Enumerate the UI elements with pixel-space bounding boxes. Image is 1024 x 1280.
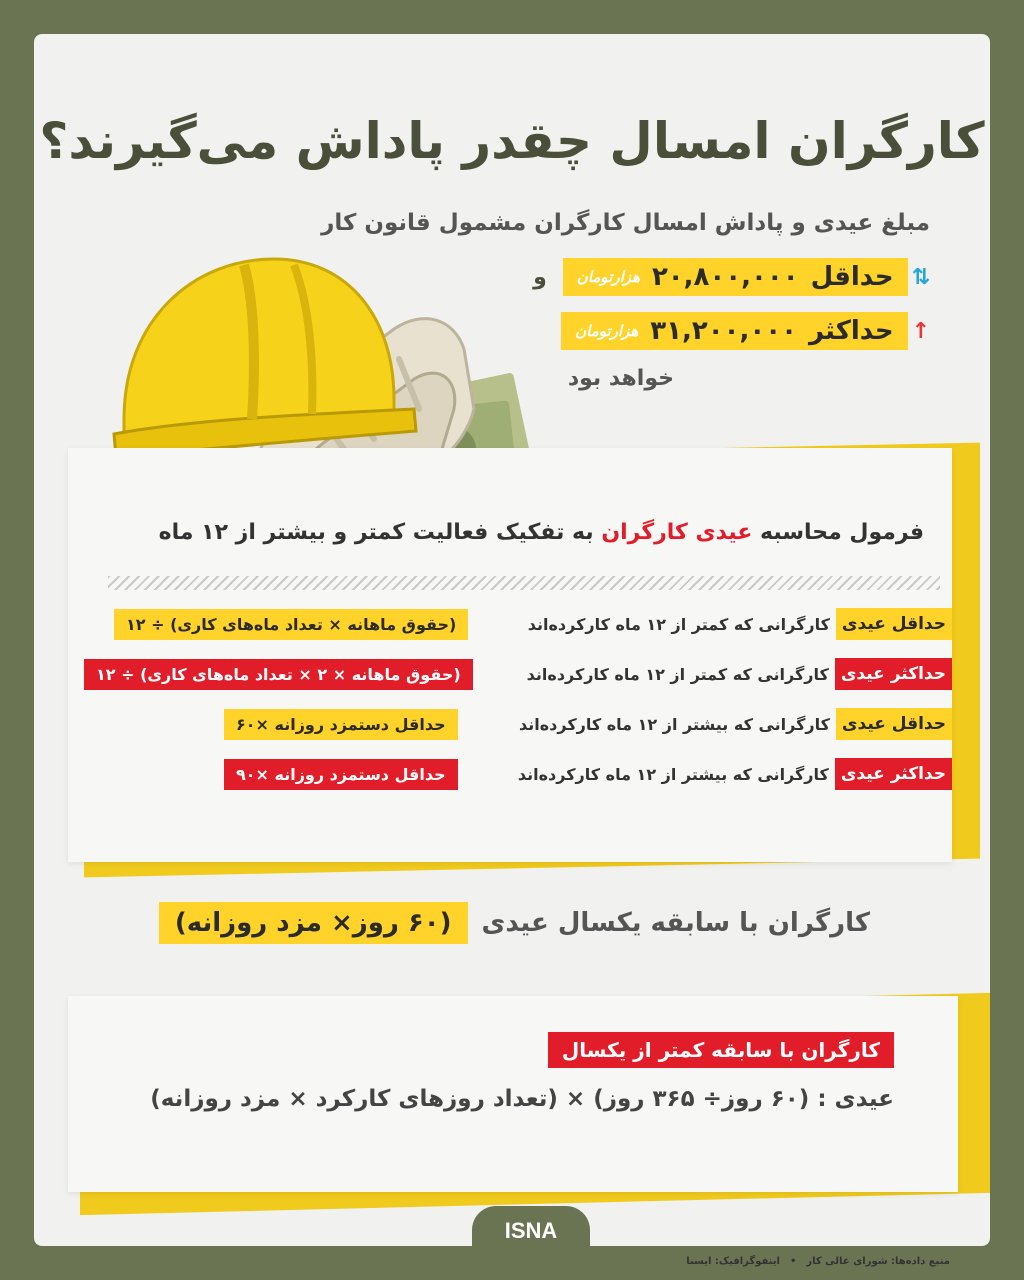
isna-logo: ISNA [472,1206,590,1250]
max-range-row [561,312,930,350]
less-year-formula: عیدی : (۶۰ روز÷ ۳۶۵ روز) × (تعداد روزهای کارکرد × مزد روزانه) [150,1086,894,1112]
formula-title [159,520,924,545]
min-range-unit: هزارتومان [576,268,640,286]
one-year-formula: (۶۰ روز× مزد روزانه) [159,902,468,944]
page-title: کارگران امسال چقدر پاداش می‌گیرند؟ [39,112,985,170]
formula-row-formula: حداقل دستمزد روزانه ×۶۰ [224,709,458,740]
formula-title-part2: به تفکیک فعالیت کمتر و بیشتر از ۱۲ ماه [158,520,594,545]
min-range-label: حداقل [810,262,894,292]
min-range-amount: ۲۰,۸۰۰,۰۰۰ [651,262,799,292]
infographic-card [34,34,990,1267]
max-range-unit: هزارتومان [575,322,639,340]
max-range-amount: ۳۱,۲۰۰,۰۰۰ [650,316,797,346]
min-range-row [533,258,930,296]
less-year-panel [68,996,958,1192]
helmet-icon [114,259,416,457]
formula-row-formula: (حقوق ماهانه × تعداد ماه‌های کاری) ÷ ۱۲ [114,609,468,640]
formula-row [68,604,952,644]
arrow-up-icon: ↑ [911,318,930,344]
hatch-divider [108,576,940,590]
formula-row-formula: حداقل دستمزد روزانه ×۹۰ [224,759,458,790]
formula-row-label: حداقل عیدی [836,708,952,740]
formula-row [68,704,952,744]
credits-design: اینفوگرافیک: ایسنا [686,1256,780,1267]
max-range-label: حداکثر [808,316,894,346]
formula-row-formula: (حقوق ماهانه × ۲ × تعداد ماه‌های کاری) ÷ ۱۲ [84,659,473,690]
credits-source: منبع داده‌ها: شورای عالی کار [806,1256,950,1267]
credits-bullet: • [789,1256,797,1267]
will-be-text: خواهد بود [567,366,674,391]
credits [686,1256,950,1267]
formula-row [68,754,952,794]
one-year-text: کارگران با سابقه یکسال عیدی [481,908,870,938]
formula-row [68,654,952,694]
one-year-row [159,902,870,944]
formula-row-label: حداکثر عیدی [835,758,952,790]
formula-title-part1: فرمول محاسبه [760,520,924,545]
formula-row-desc: کارگرانی که بیشتر از ۱۲ ماه کارکرده‌اند [517,764,829,784]
min-range-chip [563,258,908,296]
subtitle: مبلغ عیدی و پاداش امسال کارگران مشمول قانون کار [321,210,930,236]
formula-title-highlight: عیدی کارگران [601,520,753,545]
formula-row-desc: کارگرانی که کمتر از ۱۲ ماه کارکرده‌اند [527,614,830,634]
less-year-label: کارگران با سابقه کمتر از یکسال [548,1032,894,1068]
formula-row-desc: کارگرانی که بیشتر از ۱۲ ماه کارکرده‌اند [518,714,830,734]
formula-row-label: حداکثر عیدی [835,658,952,690]
formula-row-desc: کارگرانی که کمتر از ۱۲ ماه کارکرده‌اند [526,664,829,684]
formula-row-label: حداقل عیدی [836,608,952,640]
and-word: و [533,264,547,290]
max-range-chip [561,312,907,350]
formula-panel [68,448,952,862]
arrow-down-icon: ⇅ [911,264,930,290]
